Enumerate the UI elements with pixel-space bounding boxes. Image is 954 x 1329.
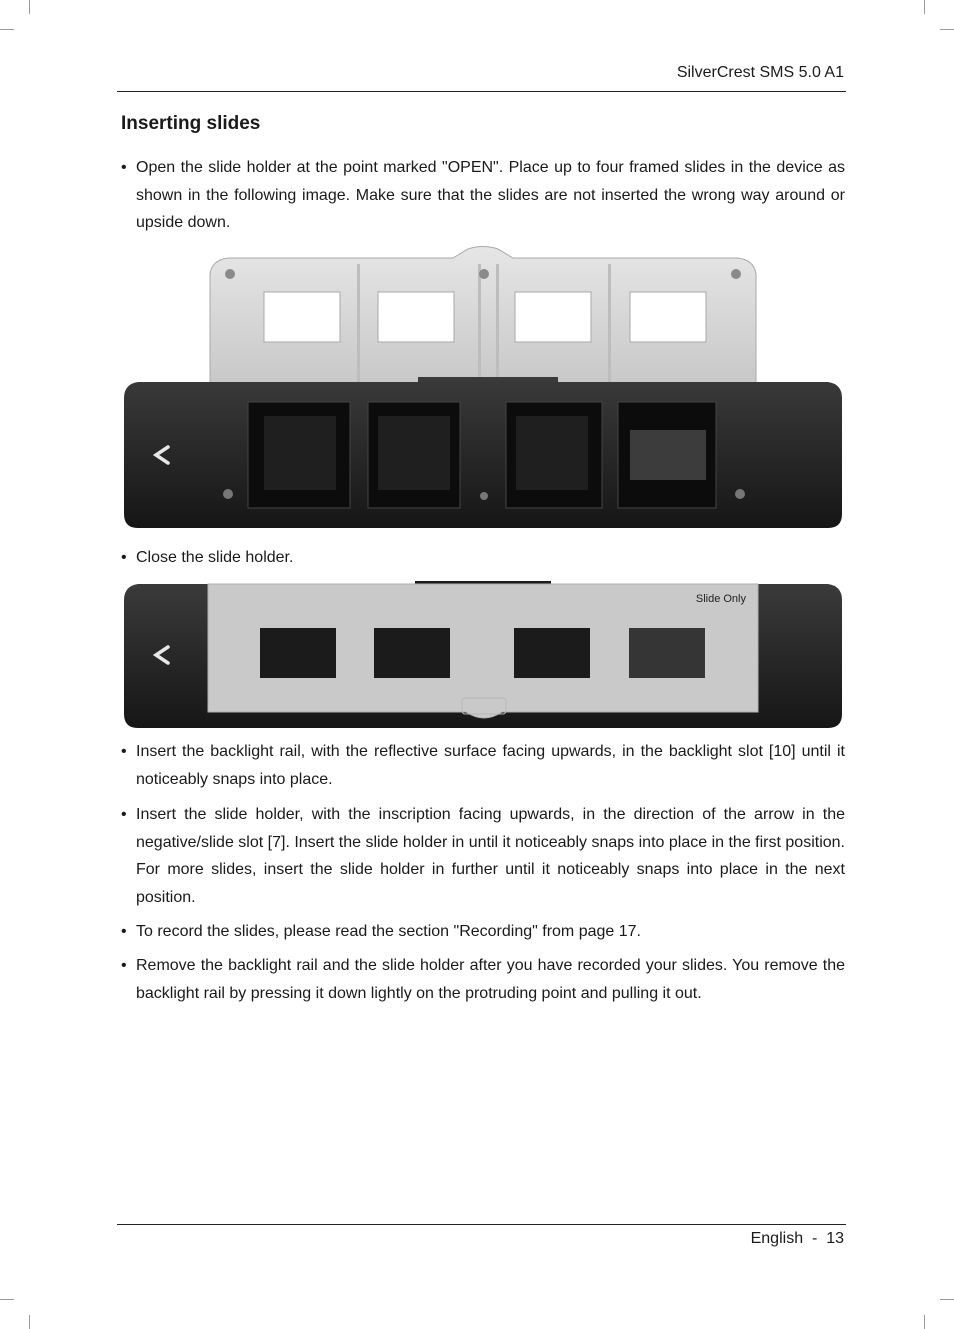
bullet-item (121, 801, 845, 911)
crop-mark (924, 1315, 925, 1329)
bullet-text: Insert the slide holder, with the inscription facing upwards, in the direction of the arrow in the negative/slide slot [7]. Insert the slide holder in until it noticeably snaps into place in the first position. For more slides, insert the slide holder in further until it noticeably snaps into place in the next position. (136, 806, 845, 906)
bullet-icon: • (121, 806, 127, 823)
header-rule (117, 91, 846, 92)
crop-mark (924, 0, 925, 14)
bullet-icon: • (121, 549, 127, 566)
bullet-icon: • (121, 159, 127, 176)
footer-rule (117, 1224, 846, 1225)
bullet-item (121, 952, 845, 1007)
crop-mark (0, 1299, 14, 1300)
crop-mark (29, 0, 30, 14)
bullet-item (121, 154, 845, 237)
bullet-icon: • (121, 743, 127, 760)
bullet-text: Remove the backlight rail and the slide holder after you have recorded your slides. You remove the backlight rail by pressing it down lightly on the protruding point and pulling it out. (136, 957, 845, 1002)
bullet-item (121, 738, 845, 793)
crop-mark (940, 29, 954, 30)
bullet-item (121, 918, 845, 946)
bullet-text: Open the slide holder at the point marked "OPEN". Place up to four framed slides in the device as shown in the following image. Make sure that the slides are not inserted the wrong way around or upside down. (136, 159, 845, 231)
crop-mark (29, 1315, 30, 1329)
bullet-text: Close the slide holder. (136, 549, 294, 566)
bullet-item (121, 544, 845, 572)
bullet-icon: • (121, 957, 127, 974)
section-title: Inserting slides (121, 113, 261, 134)
running-header: SilverCrest SMS 5.0 A1 (676, 64, 844, 81)
page-footer: English - 13 (750, 1230, 844, 1247)
crop-mark (0, 29, 14, 30)
open-slide-holder-figure (118, 244, 848, 532)
bullet-text: Insert the backlight rail, with the reflective surface facing upwards, in the backlight slot [10] until it noticeably snaps into place. (136, 743, 845, 788)
bullet-icon: • (121, 923, 127, 940)
slide-only-label: Slide Only (695, 593, 746, 605)
closed-slide-holder-figure (118, 578, 848, 730)
bullet-text: To record the slides, please read the section "Recording" from page 17. (136, 923, 641, 940)
crop-mark (940, 1299, 954, 1300)
